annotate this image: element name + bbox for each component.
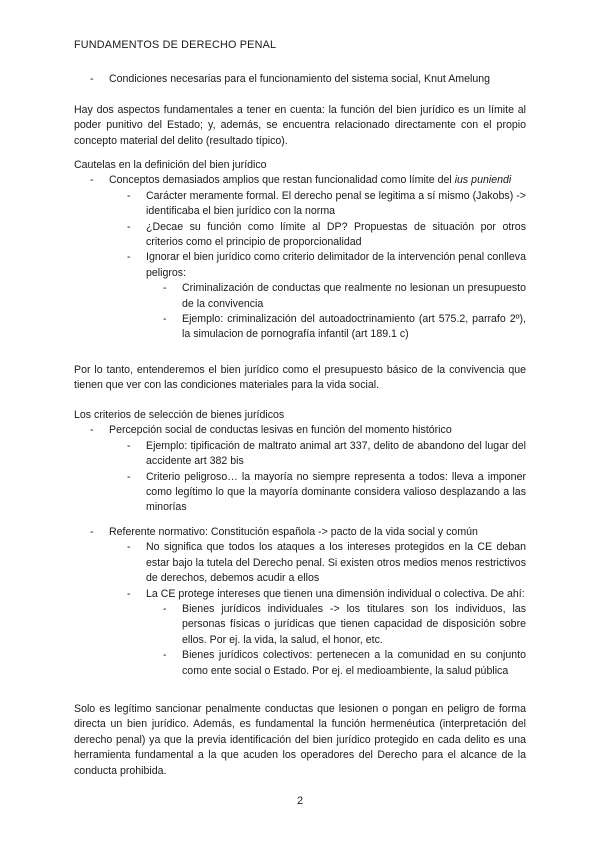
list-item [74, 602, 526, 648]
bullet-dash: - [90, 526, 94, 538]
bullet-dash: - [127, 541, 131, 554]
list-item-text: Ignorar el bien jurídico como criterio delimitador de la intervención penal conlleva peligros: [146, 251, 526, 279]
list-item [74, 72, 526, 87]
list-item-text: Condiciones necesarias para el funcionamiento del sistema social, Knut Amelung [109, 73, 491, 85]
list-item [74, 470, 526, 516]
list-item [74, 312, 526, 343]
list-item-text: Criminalización de conductas que realmente no lesionan un presupuesto de la convivencia [182, 282, 526, 310]
section-criterios-part2 [74, 525, 526, 679]
page-header: FUNDAMENTOS DE DERECHO PENAL [74, 39, 277, 51]
list-item [74, 173, 526, 188]
list-item-text: La CE protege intereses que tienen una dimensión individual o colectiva. De ahí: [146, 587, 525, 600]
bullet-dash: - [163, 282, 167, 295]
section-criterios [74, 408, 526, 516]
paragraph-legitimidad: Solo es legítimo sancionar penalmente conductas que lesionen o pongan en peligro de forma directa un bien jurídico. Además, es fundamental la función hermenéutica (interpretación del derecho penal) ya que la previa identificación del bien jurídico protegido en cada delito es una herramienta fundamental a la que acuden los operadores del Derecho para el alcance de la conducta prohibida. [74, 703, 526, 777]
list-item [74, 281, 526, 312]
list-item-text: Referente normativo: Constitución española -> pacto de la vida social y común [109, 526, 478, 538]
paragraph-bien-juridico: Hay dos aspectos fundamentales a tener en cuenta: la función del bien jurídico es un límite al poder punitivo del Estado; y, además, se encuentra relacionado directamente con el propio concepto material del delito (resultado típico). [74, 104, 526, 147]
list-item-text: No significa que todos los ataques a los intereses protegidos en la CE deban estar bajo la tutela del Derecho penal. Si existen otros medios menos restrictivos de derechos, debemos acudir a ellos [146, 541, 526, 585]
bullet-dash: - [90, 174, 94, 187]
bullet-dash: - [127, 189, 131, 202]
intro-list [74, 72, 526, 87]
list-item [74, 423, 526, 438]
list-item [74, 220, 526, 251]
list-item [74, 189, 526, 220]
list-item-text: Bienes jurídicos colectivos: pertenecen a la comunidad en su conjunto como ente social o Estado. Por ej. el medioambiente, la salud pública [182, 649, 526, 677]
list-item [74, 439, 526, 470]
bullet-dash: - [163, 603, 167, 616]
list-item-italic: ius puniendi [454, 174, 512, 187]
list-item-text: Ejemplo: tipificación de maltrato animal art 337, delito de abandono del lugar del accidente art 382 bis [146, 439, 526, 468]
bullet-dash: - [127, 251, 131, 264]
list-item [74, 587, 526, 602]
list-item-text: Criterio peligroso… la mayoría no siempre representa a todos: lleva a imponer como legítimo lo que la mayoría dominante considera valioso desplazando a las minorías [146, 470, 526, 514]
bullet-dash: - [127, 470, 131, 483]
list-item [74, 540, 526, 586]
list-item-text: Percepción social de conductas lesivas en función del momento histórico [109, 424, 452, 437]
bullet-dash: - [163, 313, 167, 326]
list-item-text: Carácter meramente formal. El derecho penal se legitima a sí mismo (Jakobs) -> identificaba el bien jurídico con la norma [146, 189, 526, 218]
list-item-text: Bienes jurídicos individuales -> los titulares son los individuos, las personas físicas o jurídicas que tienen capacidad de disposición sobre ellos. Por ej. la vida, la salud, el honor, etc. [182, 603, 526, 646]
list-item [74, 648, 526, 679]
bullet-dash: - [90, 73, 94, 85]
bullet-dash: - [127, 220, 131, 233]
bullet-dash: - [127, 587, 131, 600]
list-item [74, 525, 526, 540]
list-item-text: Conceptos demasiados amplios que restan funcionalidad como límite del [109, 174, 452, 187]
list-item [74, 250, 526, 281]
page-number: 2 [296, 795, 304, 807]
section-cautelas [74, 158, 526, 343]
paragraph-conclusion: Por lo tanto, entenderemos el bien jurídico como el presupuesto básico de la convivencia que tienen que ver con las condiciones materiales para la vida social. [74, 364, 526, 392]
list-item-text: Ejemplo: criminalización del autoadoctrinamiento (art 575.2, parrafo 2º), la simulacion de pornografía infantil (art 189.1 c) [182, 313, 526, 341]
bullet-dash: - [163, 649, 167, 662]
section-heading: Cautelas en la definición del bien jurídico [74, 159, 267, 171]
list-item-text: ¿Decae su función como límite al DP? Propuestas de situación por otros criterios como el principio de proporcionalidad [146, 220, 526, 249]
bullet-dash: - [90, 424, 94, 437]
section-heading: Los criterios de selección de bienes jurídicos [74, 409, 285, 421]
bullet-dash: - [127, 439, 131, 452]
